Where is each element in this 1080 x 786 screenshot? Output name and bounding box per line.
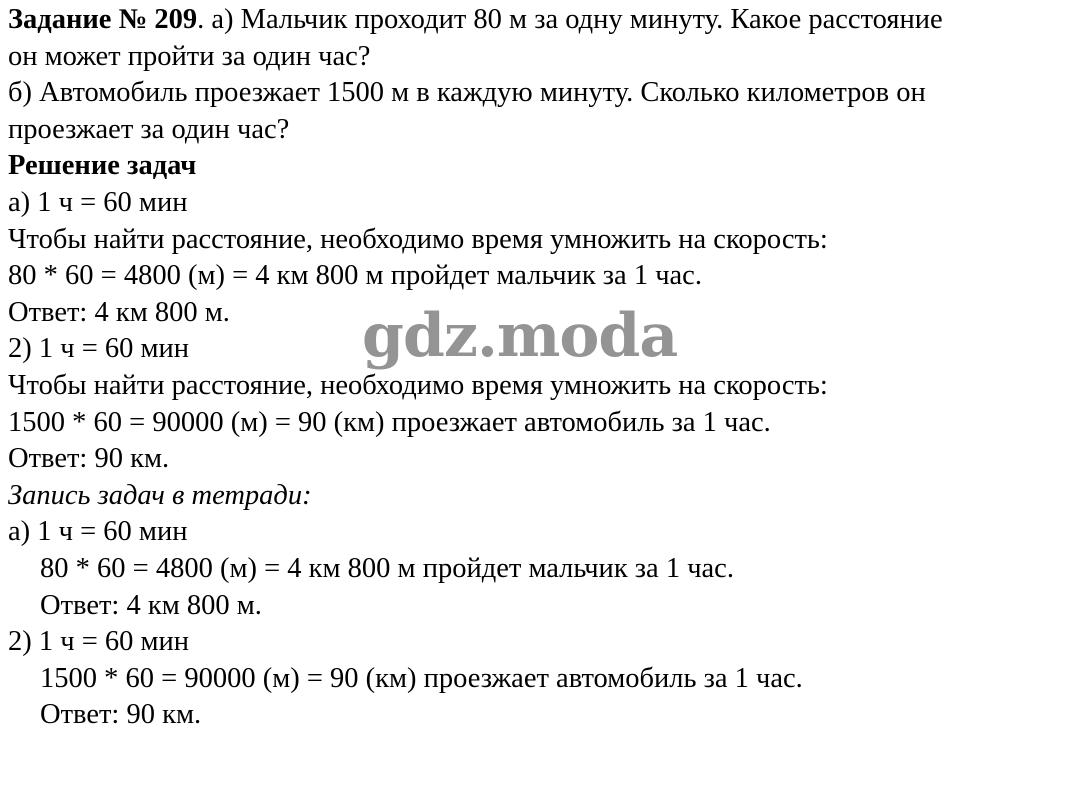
notebook-a-conversion: а) 1 ч = 60 мин — [8, 516, 188, 548]
task-part-b: б) Автомобиль проезжает 1500 м в каждую минуту. Сколько километров он — [8, 77, 926, 109]
task-part-a-cont: он может пройти за один час? — [8, 40, 371, 72]
solution-b-conversion: 2) 1 ч = 60 мин — [8, 333, 190, 365]
notebook-b-answer: Ответ: 90 км. — [40, 699, 202, 731]
solution-a-calc: 80 * 60 = 4800 (м) = 4 км 800 м пройдет мальчик за 1 час. — [8, 260, 702, 292]
notebook-b-conversion: 2) 1 ч = 60 мин — [8, 626, 190, 658]
solution-heading: Решение задач — [8, 150, 197, 182]
solution-a-conversion: а) 1 ч = 60 мин — [8, 186, 188, 218]
notebook-a-calc: 80 * 60 = 4800 (м) = 4 км 800 м пройдет мальчик за 1 час. — [40, 552, 734, 584]
solution-a-answer: Ответ: 4 км 800 м. — [8, 296, 230, 328]
task-part-b-cont: проезжает за один час? — [8, 113, 290, 145]
task-title: Задание № 209 — [8, 4, 198, 35]
notebook-a-answer: Ответ: 4 км 800 м. — [40, 589, 262, 621]
notebook-heading: Запись задач в тетради: — [8, 479, 312, 511]
task-part-a: . а) Мальчик проходит 80 м за одну минуту. Какое расстояние — [197, 4, 943, 35]
solution-b-answer: Ответ: 90 км. — [8, 443, 170, 475]
solution-b-calc: 1500 * 60 = 90000 (м) = 90 (км) проезжает автомобиль за 1 час. — [8, 406, 771, 438]
solution-b-rule: Чтобы найти расстояние, необходимо время умножить на скорость: — [8, 369, 828, 401]
notebook-b-calc: 1500 * 60 = 90000 (м) = 90 (км) проезжает автомобиль за 1 час. — [40, 662, 803, 694]
watermark-logo: gdz.moda — [362, 301, 678, 371]
task-line-1 — [8, 2, 1076, 39]
solution-a-rule: Чтобы найти расстояние, необходимо время умножить на скорость: — [8, 223, 828, 255]
